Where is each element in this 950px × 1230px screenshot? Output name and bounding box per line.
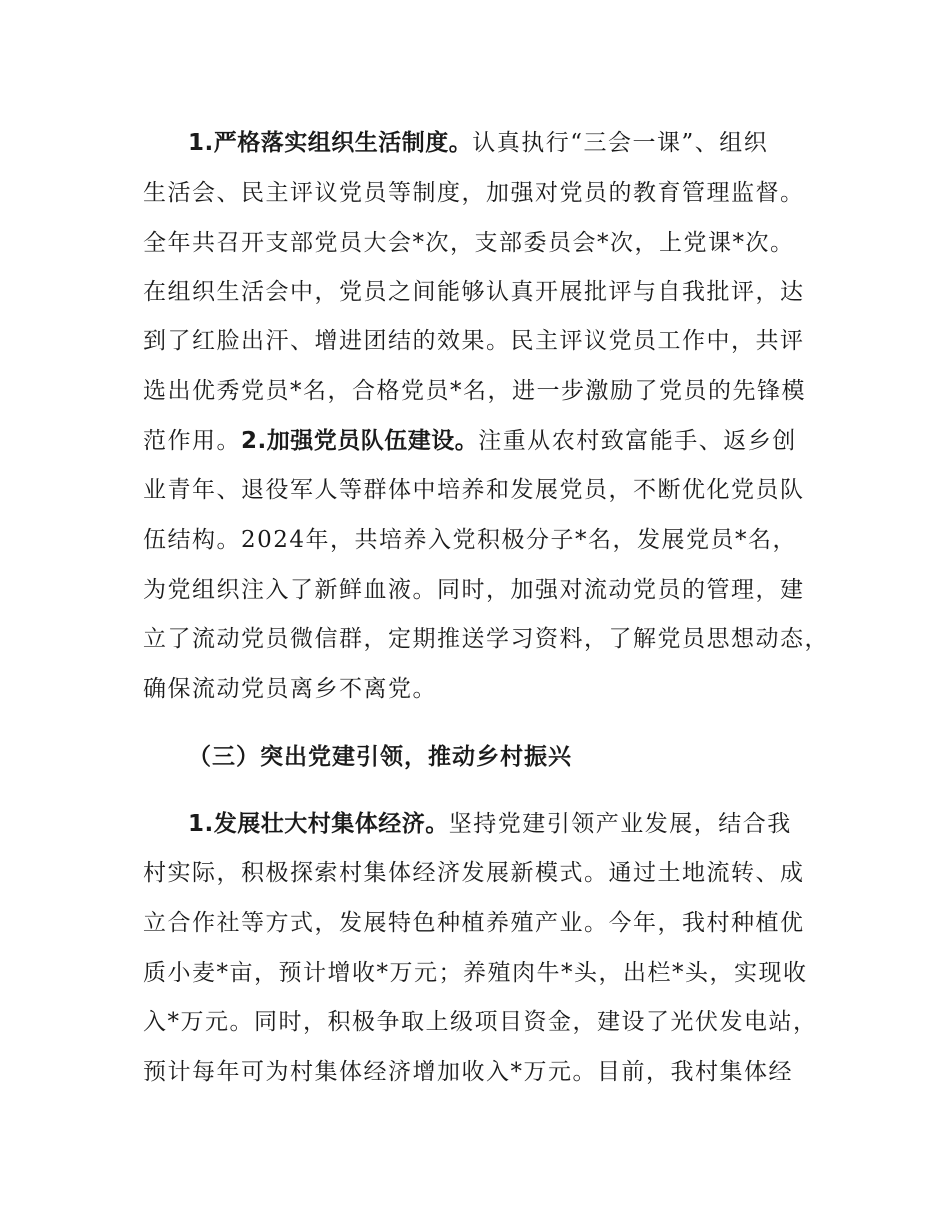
paragraph-line: 入*万元。同时，积极争取上级项目资金，建设了光伏发电站， [143,1009,818,1035]
paragraph-line [143,426,797,456]
paragraph-line: 为党组织注入了新鲜血液。同时，加强对流动党员的管理，建 [143,577,805,603]
paragraph-text: 坚持党建引领产业发展，结合我 [448,811,792,837]
paragraph-line: 确保流动党员离乡不离党。 [143,676,437,702]
paragraph-text: 范作用。 [143,428,241,454]
paragraph-line: 到了红脸出汗、增进团结的效果。民主评议党员工作中，共评 [143,328,805,354]
paragraph-heading: 1.严格落实组织生活制度。 [188,130,473,156]
section-heading: （三）突出党建引领，推动乡村振兴 [188,744,572,770]
paragraph-line: 村实际，积极探索村集体经济发展新模式。通过土地流转、成 [143,860,805,886]
paragraph-text: 注重从农村致富能手、返乡创 [478,428,797,454]
paragraph-line: 伍结构。2024年，共培养入党积极分子*名，发展党员*名， [143,527,798,553]
paragraph-line: 业青年、退役军人等群体中培养和发展党员，不断优化党员队 [143,477,805,503]
paragraph-line: 质小麦*亩，预计增收*万元；养殖肉牛*头，出栏*头，实现收 [143,960,808,986]
paragraph-line: 生活会、民主评议党员等制度，加强对党员的教育管理监督。 [143,180,805,206]
paragraph-line [188,128,768,158]
paragraph-line: 选出优秀党员*名，合格党员*名，进一步激励了党员的先锋模 [143,378,806,404]
paragraph-line: 全年共召开支部党员大会*次，支部委员会*次，上党课*次。 [143,230,795,256]
paragraph-heading: 2.加强党员队伍建设。 [241,428,479,454]
paragraph-line: 立了流动党员微信群，定期推送学习资料，了解党员思想动态， [143,626,829,652]
paragraph-line: 在组织生活会中，党员之间能够认真开展批评与自我批评，达 [143,279,805,305]
paragraph-line: 立合作社等方式，发展特色种植养殖产业。今年，我村种植优 [143,910,805,936]
paragraph-line: 预计每年可为村集体经济增加收入*万元。目前，我村集体经 [143,1059,793,1085]
paragraph-line [188,809,792,839]
paragraph-heading: 1.发展壮大村集体经济。 [188,811,449,837]
paragraph-text: 认真执行“三会一课”、组织 [472,130,769,156]
